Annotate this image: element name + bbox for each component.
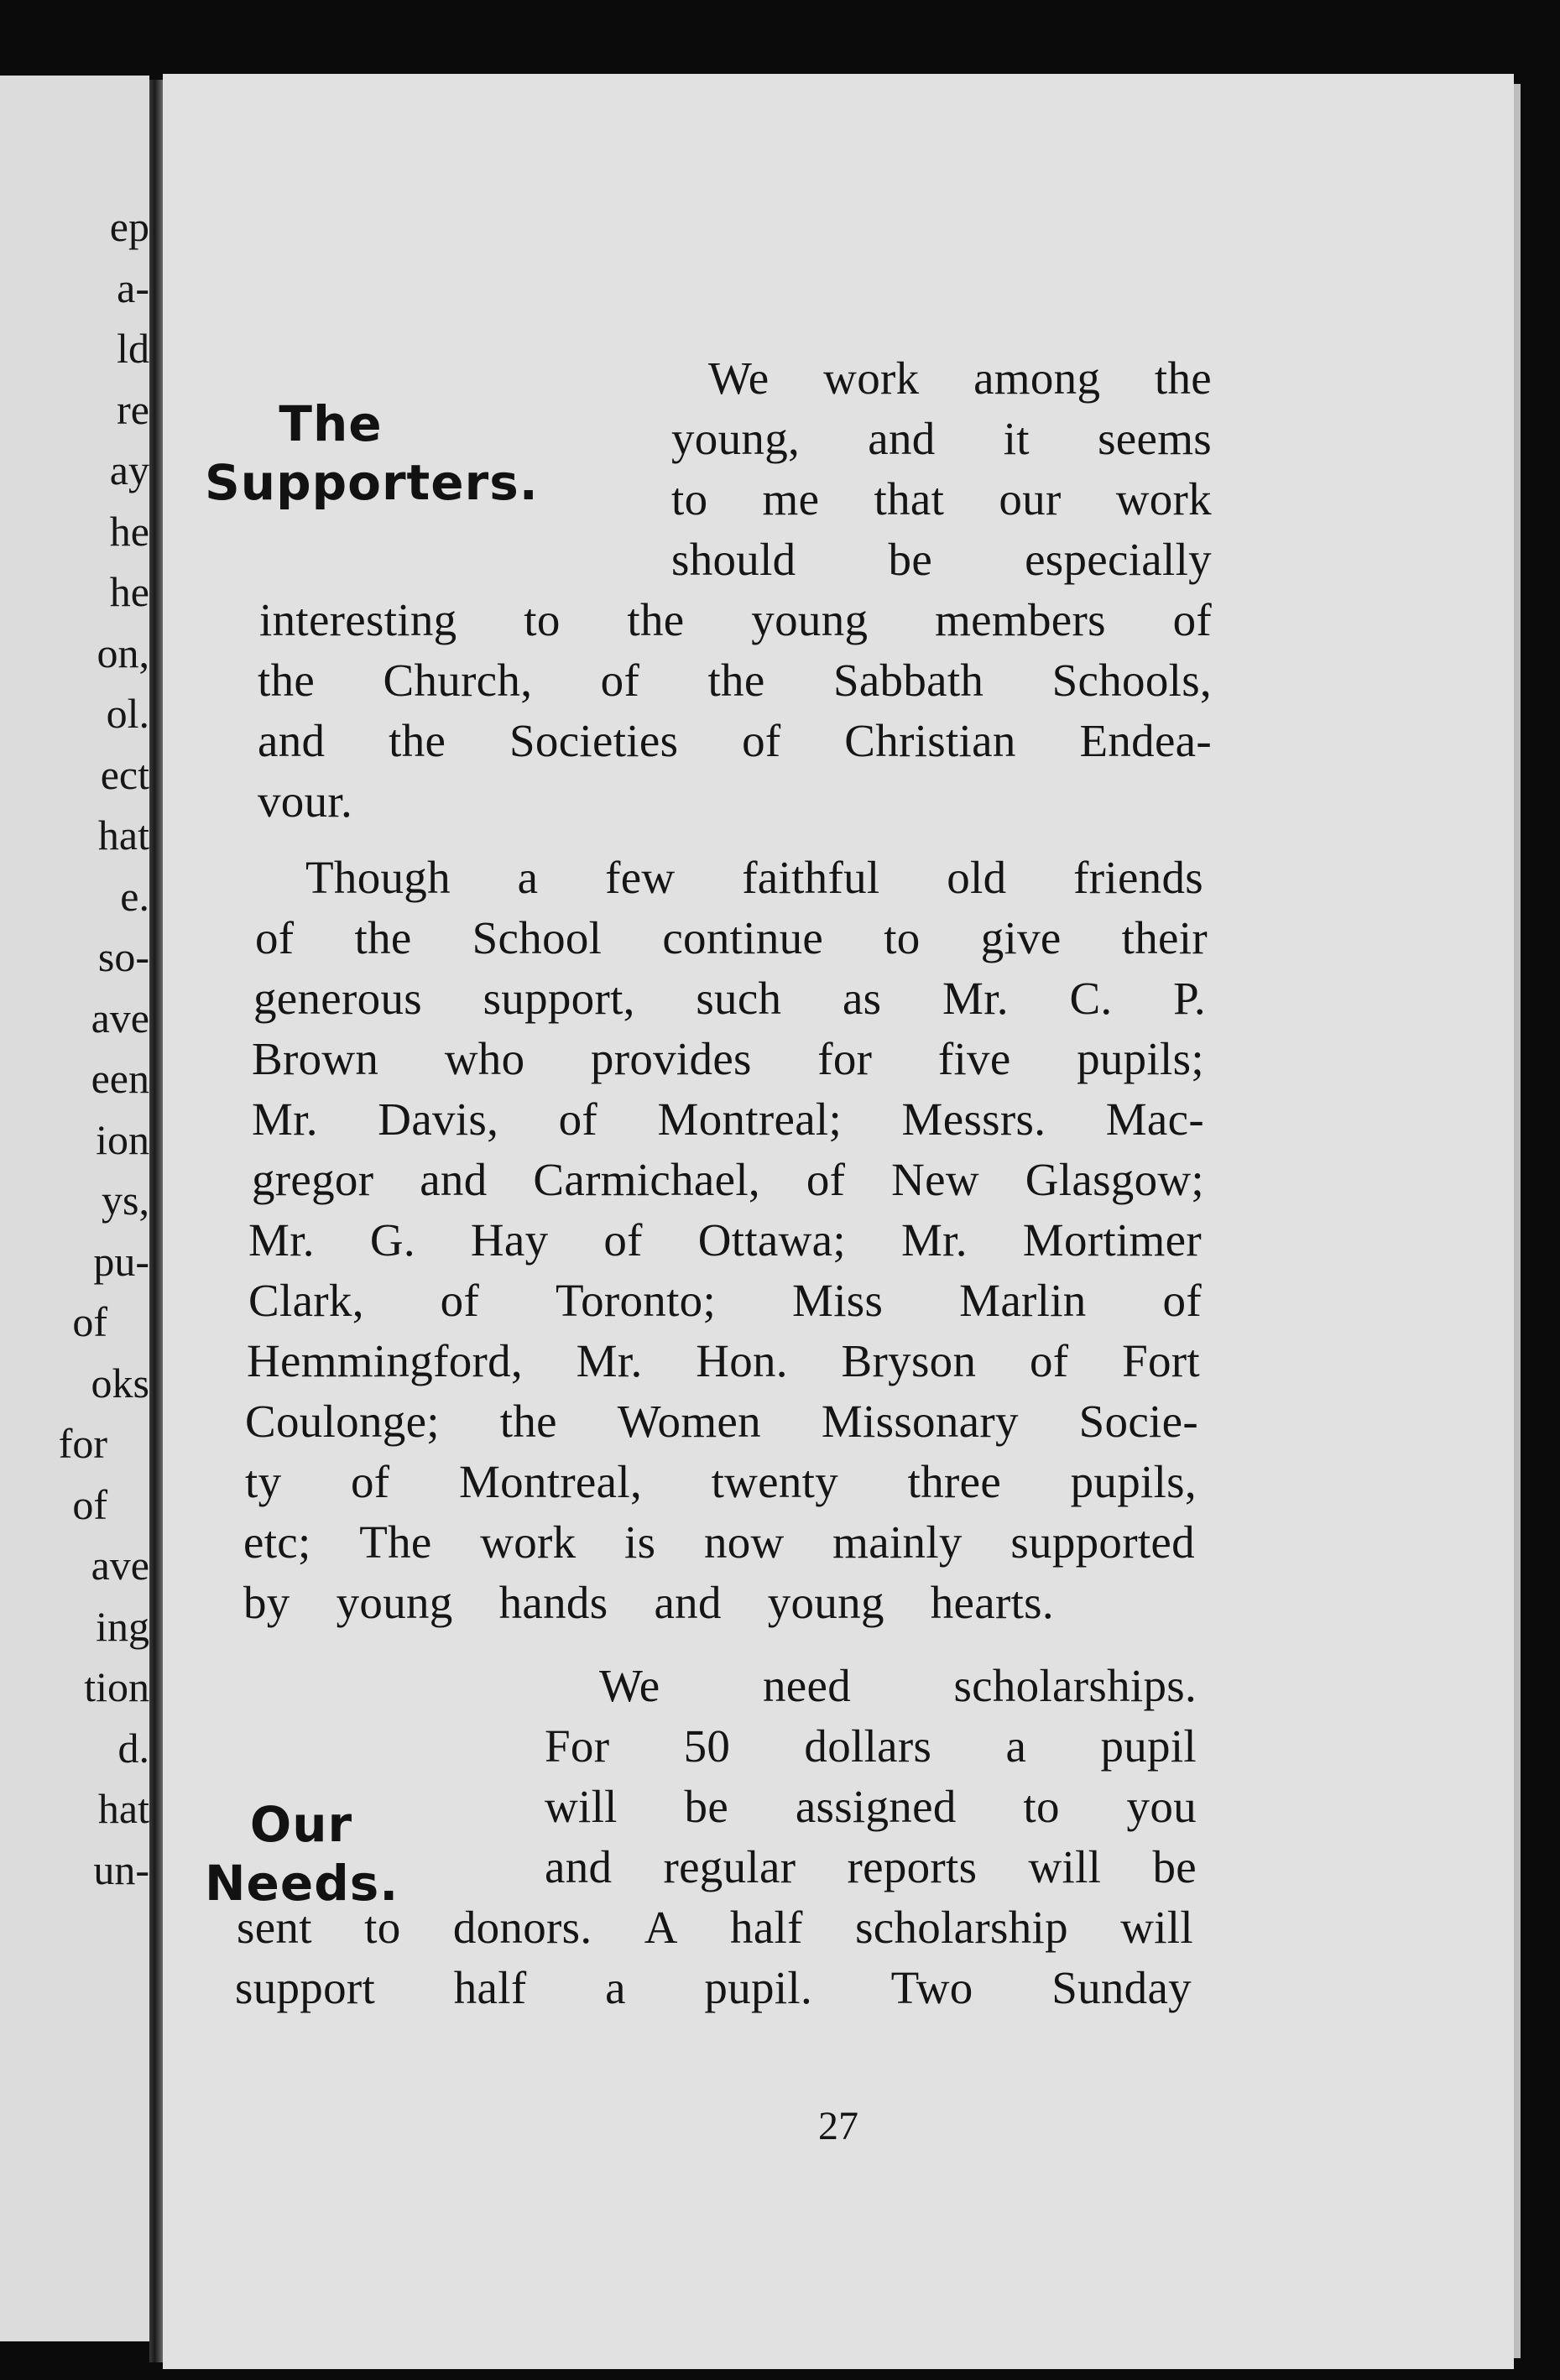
word: interesting: [259, 594, 457, 645]
word: Bryson: [841, 1335, 977, 1386]
previous-page-margin: [0, 76, 149, 2341]
friends-line: [252, 1093, 1204, 1145]
word: We: [599, 1660, 660, 1711]
word: hands: [498, 1577, 608, 1628]
word: of: [806, 1154, 846, 1205]
friends-line: [252, 1033, 1204, 1084]
friends-line: [253, 973, 1206, 1024]
supporters-line: [258, 715, 1212, 766]
left-page-fragment: ld: [117, 325, 149, 372]
word: Glasgow;: [1025, 1154, 1204, 1205]
word: of: [350, 1456, 390, 1507]
page-number: 27: [818, 2104, 858, 2148]
word: and: [258, 715, 326, 766]
word: half: [730, 1902, 803, 1953]
word: friends: [1073, 852, 1203, 903]
word: Christian: [844, 715, 1016, 766]
word: will: [1028, 1841, 1102, 1892]
word: young: [751, 594, 869, 645]
word: pupils;: [1077, 1033, 1204, 1084]
word: Toronto;: [556, 1275, 717, 1326]
word: Mr.: [900, 1214, 968, 1266]
left-page-fragment: e.: [120, 872, 149, 920]
supporters-heading-line1: The: [279, 395, 383, 452]
supporters-line: [671, 534, 1212, 585]
word: A: [644, 1902, 678, 1953]
left-page-fragment: een: [91, 1055, 149, 1102]
word: Clark,: [248, 1275, 364, 1326]
supporters-line: [259, 594, 1212, 645]
friends-line: [243, 1516, 1195, 1568]
page-edge: [1514, 84, 1521, 2358]
word: Marlin: [959, 1275, 1087, 1326]
word: Missonary: [821, 1396, 1019, 1447]
supporters-heading-line2: Supporters.: [205, 454, 539, 511]
word: Brown: [252, 1033, 379, 1084]
word: scholarships.: [953, 1660, 1197, 1711]
left-page-fragment: so-: [97, 933, 149, 980]
word: by: [243, 1577, 290, 1628]
left-page-fragment: ys,: [102, 1177, 149, 1224]
word: and: [868, 413, 936, 464]
word: of: [558, 1093, 598, 1145]
word: and: [654, 1577, 722, 1628]
word: Mr.: [248, 1214, 315, 1266]
word: the: [627, 594, 685, 645]
word: young: [767, 1577, 884, 1628]
word: their: [1121, 912, 1208, 963]
word: to: [884, 912, 921, 963]
left-page-fragment: of: [72, 1480, 107, 1528]
word: Hon.: [696, 1335, 788, 1386]
needs-line: [545, 1720, 1197, 1772]
left-page-fragment: of: [72, 1298, 107, 1345]
word: Mac-: [1105, 1093, 1204, 1145]
word: supported: [1010, 1516, 1195, 1568]
word: Two: [890, 1962, 973, 2013]
word: to: [1023, 1781, 1060, 1832]
word: twenty: [711, 1456, 839, 1507]
word: work: [480, 1516, 577, 1568]
word: especially: [1025, 534, 1212, 585]
left-page-fragment: hat: [97, 812, 149, 859]
word: should: [671, 534, 796, 585]
word: donors.: [452, 1902, 592, 1953]
word: of: [742, 715, 781, 766]
left-page-fragment: ion: [96, 1115, 149, 1163]
word: the: [499, 1396, 557, 1447]
word: who: [444, 1033, 525, 1084]
book-page: [163, 74, 1514, 2369]
word: of: [1162, 1275, 1202, 1326]
word: members: [935, 594, 1106, 645]
friends-line: [248, 1214, 1202, 1266]
friends-line: [248, 1275, 1202, 1326]
word: School: [472, 912, 603, 963]
word: faithful: [742, 852, 880, 903]
word: work: [1115, 473, 1212, 525]
word: need: [762, 1660, 851, 1711]
left-page-fragment: un-: [93, 1845, 149, 1893]
friends-line: [243, 1579, 1054, 1626]
word: pupil.: [704, 1962, 813, 2013]
word: provides: [590, 1033, 752, 1084]
word: Mr.: [942, 973, 1009, 1024]
word: be: [1152, 1841, 1197, 1892]
friends-line: [305, 852, 1203, 903]
word: generous: [253, 973, 422, 1024]
friends-line: [245, 1396, 1198, 1447]
left-page-fragment: oks: [91, 1359, 149, 1407]
word: to: [671, 473, 708, 525]
word: dollars: [804, 1720, 932, 1772]
word: of: [255, 912, 295, 963]
word: We: [708, 352, 770, 404]
word: Church,: [383, 655, 533, 706]
word: you: [1126, 1781, 1197, 1832]
word: as: [842, 973, 882, 1024]
word: regular: [663, 1841, 796, 1892]
word: gregor: [252, 1154, 374, 1205]
word: will: [545, 1781, 618, 1832]
word: few: [605, 852, 676, 903]
left-page-fragment: a-: [117, 264, 149, 311]
left-page-fragment: for: [58, 1420, 107, 1467]
word: such: [696, 973, 782, 1024]
word: Montreal;: [657, 1093, 843, 1145]
left-page-fragment: he: [109, 507, 149, 555]
word: Davis,: [378, 1093, 499, 1145]
word: now: [703, 1516, 785, 1568]
left-page-fragment: re: [117, 385, 149, 433]
word: continue: [662, 912, 824, 963]
word: Mortimer: [1022, 1214, 1202, 1266]
word: scholarship: [855, 1902, 1068, 1953]
left-page-fragment: ect: [100, 750, 149, 798]
word: to: [364, 1902, 401, 1953]
word: a: [517, 852, 539, 903]
word: the: [389, 715, 446, 766]
word: Endea-: [1079, 715, 1212, 766]
word: give: [980, 912, 1062, 963]
word: Women: [617, 1396, 761, 1447]
word: me: [762, 473, 820, 525]
word: support: [235, 1962, 376, 2013]
word: a: [1005, 1720, 1027, 1772]
word: old: [947, 852, 1007, 903]
word: for: [817, 1033, 873, 1084]
needs-line: [237, 1902, 1193, 1953]
word: Fort: [1122, 1335, 1200, 1386]
needs-line: [545, 1781, 1197, 1832]
word: Societies: [509, 715, 679, 766]
friends-line: [252, 1156, 1204, 1203]
left-page-fragment: ave: [91, 994, 149, 1041]
left-page-fragment: ing: [96, 1602, 149, 1650]
word: among: [973, 352, 1101, 404]
word: Sunday: [1051, 1962, 1192, 2013]
word: of: [1029, 1335, 1069, 1386]
word: of: [600, 655, 640, 706]
word: is: [624, 1516, 656, 1568]
word: Ottawa;: [697, 1214, 846, 1266]
left-page-fragment: ep: [109, 203, 149, 250]
word: support,: [483, 973, 635, 1024]
word: sent: [237, 1902, 312, 1953]
word: that: [874, 473, 945, 525]
word: of: [1172, 594, 1212, 645]
friends-line: [245, 1456, 1197, 1507]
word: be: [684, 1781, 729, 1832]
word: Carmichael,: [533, 1154, 760, 1205]
word: Miss: [791, 1275, 884, 1326]
word: etc;: [243, 1516, 311, 1568]
word: five: [937, 1033, 1011, 1084]
supporters-line: [708, 352, 1212, 404]
needs-line: [545, 1841, 1197, 1892]
word: P.: [1173, 973, 1206, 1024]
word: will: [1120, 1902, 1193, 1953]
word: seems: [1098, 413, 1212, 464]
word: the: [354, 912, 412, 963]
left-page-fragment: ay: [109, 446, 149, 493]
word: of: [440, 1275, 480, 1326]
word: the: [1154, 352, 1212, 404]
word: ty: [245, 1456, 282, 1507]
word: half: [453, 1962, 527, 2013]
word: the: [707, 655, 765, 706]
word: hearts.: [930, 1577, 1054, 1628]
word: assigned: [795, 1781, 957, 1832]
word: The: [359, 1516, 432, 1568]
word: mainly: [832, 1516, 963, 1568]
left-page-fragment: ave: [91, 1542, 149, 1589]
friends-line: [247, 1335, 1200, 1386]
book-gutter: [149, 80, 163, 2362]
word: young,: [671, 413, 801, 464]
word: pupil: [1100, 1720, 1197, 1772]
left-page-fragment: ol.: [106, 690, 149, 737]
word: For: [545, 1720, 610, 1772]
word: the: [258, 655, 316, 706]
word: our: [999, 473, 1062, 525]
word: Coulonge;: [245, 1396, 440, 1447]
left-page-fragment: tion: [84, 1663, 149, 1710]
supporters-line: [258, 655, 1212, 706]
supporters-line: [258, 775, 353, 827]
word: a: [605, 1962, 626, 2013]
left-page-fragment: d.: [117, 1724, 149, 1772]
word: reports: [847, 1841, 978, 1892]
word: young: [336, 1577, 453, 1628]
word: of: [603, 1214, 643, 1266]
left-page-fragment: on,: [97, 629, 149, 676]
left-page-fragment: he: [109, 568, 149, 615]
left-page-fragment: hat: [97, 1785, 149, 1832]
word: Montreal,: [458, 1456, 642, 1507]
word: work: [823, 352, 920, 404]
word: be: [888, 534, 933, 585]
word: it: [1003, 413, 1030, 464]
friends-line: [255, 912, 1208, 963]
word: Socie-: [1078, 1396, 1198, 1447]
word: Mr.: [252, 1093, 318, 1145]
word: New: [891, 1154, 979, 1205]
needs-line: [599, 1662, 1197, 1709]
needs-heading-line2: Needs.: [205, 1855, 399, 1912]
needs-heading-line1: Our: [249, 1796, 353, 1853]
word: Mr.: [576, 1335, 643, 1386]
supporters-line: [671, 473, 1212, 525]
word: vour.: [258, 775, 353, 827]
word: 50: [683, 1720, 731, 1772]
word: and: [420, 1154, 488, 1205]
word: Hemmingford,: [247, 1335, 523, 1386]
left-page-fragment: pu-: [93, 1237, 149, 1285]
word: Though: [305, 852, 451, 903]
word: Messrs.: [901, 1093, 1046, 1145]
word: and: [545, 1841, 613, 1892]
supporters-line: [671, 415, 1212, 462]
word: to: [524, 594, 561, 645]
word: Hay: [470, 1214, 549, 1266]
word: three: [907, 1456, 1002, 1507]
word: Schools,: [1051, 655, 1212, 706]
word: C.: [1069, 973, 1113, 1024]
word: pupils,: [1070, 1456, 1197, 1507]
needs-line: [235, 1962, 1192, 2013]
word: G.: [369, 1214, 415, 1266]
word: Sabbath: [832, 655, 984, 706]
